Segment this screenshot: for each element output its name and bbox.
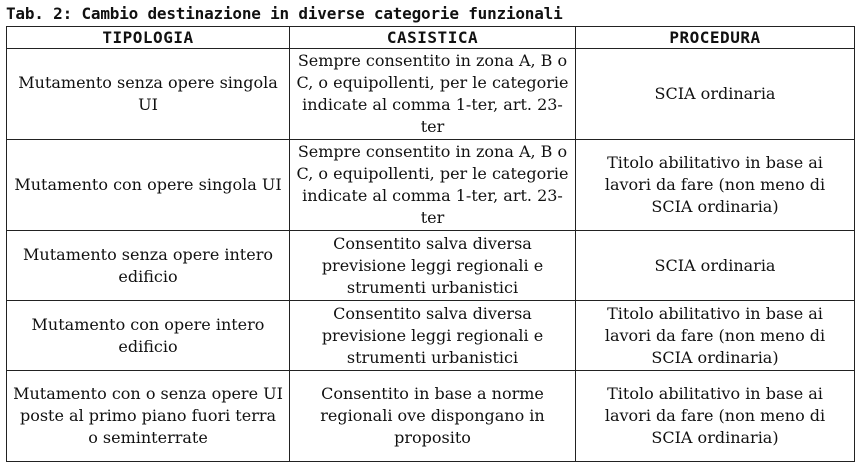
cell-tipologia: Mutamento senza opere intero edificio [7,231,290,301]
cell-tipologia: Mutamento con o senza opere UI poste al primo piano fuori terra o seminterrate [7,371,290,462]
cell-procedura: Titolo abilitativo in base ai lavori da fare (non meno di SCIA ordinaria) [576,140,855,231]
cell-tipologia: Mutamento con opere singola UI [7,140,290,231]
cell-procedura: SCIA ordinaria [576,231,855,301]
header-procedura: PROCEDURA [576,27,855,49]
table-row [7,49,855,140]
header-tipologia: TIPOLOGIA [7,27,290,49]
cell-casistica: Sempre consentito in zona A, B o C, o equipollenti, per le categorie indicate al comma 1-ter, art. 23-ter [290,140,576,231]
cell-procedura: Titolo abilitativo in base ai lavori da fare (non meno di SCIA ordinaria) [576,301,855,371]
table-header-row [7,27,855,49]
cell-procedura: Titolo abilitativo in base ai lavori da fare (non meno di SCIA ordinaria) [576,371,855,462]
table-row [7,371,855,462]
table-row [7,301,855,371]
table-caption: Tab. 2: Cambio destinazione in diverse categorie funzionali [6,4,563,23]
cell-casistica: Consentito salva diversa previsione leggi regionali e strumenti urbanistici [290,231,576,301]
cell-tipologia: Mutamento senza opere singola UI [7,49,290,140]
cell-casistica: Consentito in base a norme regionali ove dispongano in proposito [290,371,576,462]
cell-casistica: Consentito salva diversa previsione leggi regionali e strumenti urbanistici [290,301,576,371]
cell-tipologia: Mutamento con opere intero edificio [7,301,290,371]
cell-procedura: SCIA ordinaria [576,49,855,140]
header-casistica: CASISTICA [290,27,576,49]
destination-change-table [6,26,855,462]
table-row [7,231,855,301]
cell-casistica: Sempre consentito in zona A, B o C, o equipollenti, per le categorie indicate al comma 1-ter, art. 23-ter [290,49,576,140]
table-row [7,140,855,231]
